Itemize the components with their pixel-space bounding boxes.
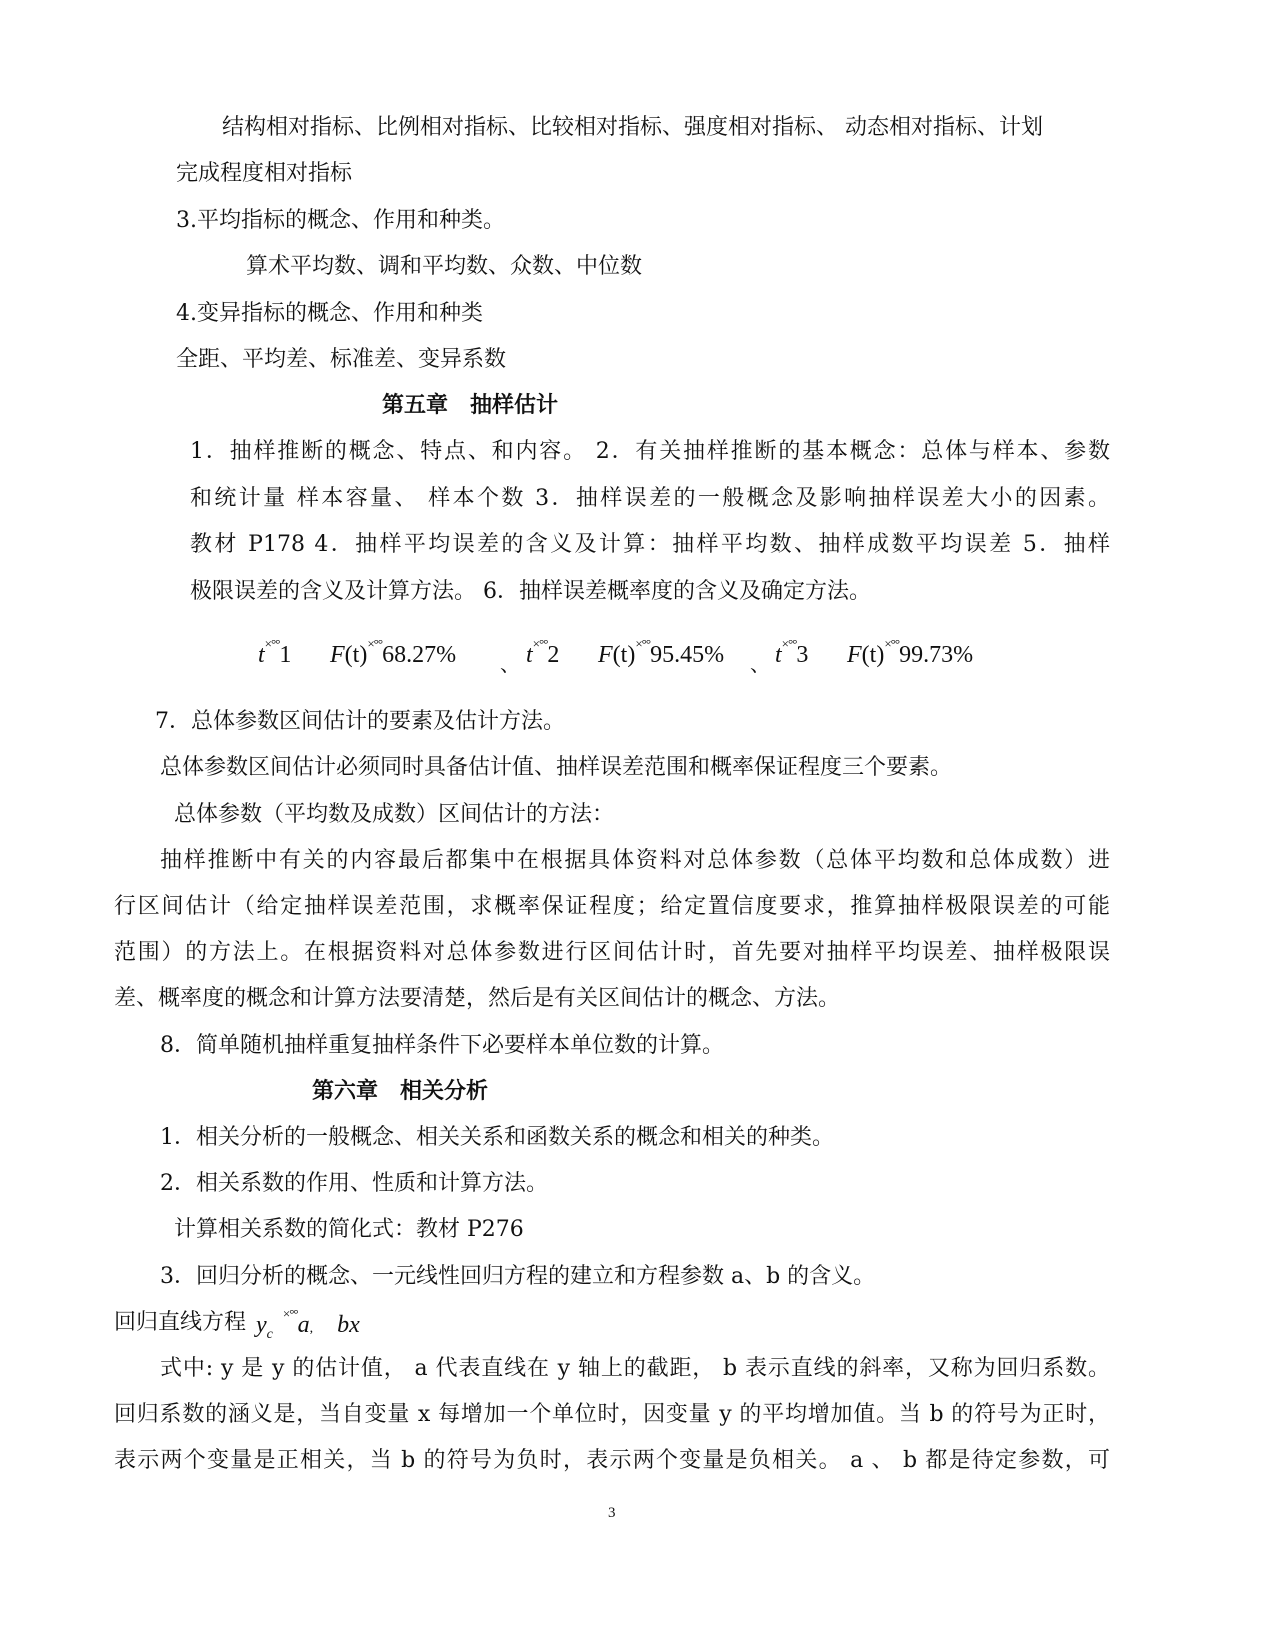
paragraph-line: 回归系数的涵义是，当自变量 x 每增加一个单位时，因变量 y 的平均增加值。当 b 的符号为正时，: [114, 1402, 1110, 1427]
formula-part: t×°°2: [526, 636, 560, 668]
text-line: 完成程度相对指标: [176, 161, 353, 186]
page-number: 3: [608, 1505, 616, 1521]
section-item: 3．回归分析的概念、一元线性回归方程的建立和方程参数 a、b 的含义。: [160, 1264, 876, 1289]
section-item: 8．简单随机抽样重复抽样条件下必要样本单位数的计算。: [160, 1033, 724, 1058]
regression-label: 回归直线方程: [114, 1310, 247, 1335]
paragraph-line: 范围）的方法上。在根据资料对总体参数进行区间估计时，首先要对抽样平均误差、抽样极限误: [114, 940, 1110, 965]
regression-formula: $y_c^{\times^\circ^\circ}a$, bx: [256, 1306, 360, 1342]
text-line: 总体参数（平均数及成数）区间估计的方法：: [174, 802, 615, 827]
paragraph-line: 表示两个变量是正相关，当 b 的符号为负时，表示两个变量是负相关。 a 、 b 都是待定参数，可: [114, 1448, 1110, 1473]
formula-part: t×°°1: [258, 636, 292, 668]
chapter-heading: 第五章 抽样估计: [382, 393, 559, 418]
text-line: 全距、平均差、标准差、变异系数: [176, 347, 507, 372]
paragraph-line: 抽样推断中有关的内容最后都集中在根据具体资料对总体参数（总体平均数和总体成数）进: [160, 848, 1110, 873]
section-item: 1．相关分析的一般概念、相关关系和函数关系的概念和相关的种类。: [160, 1125, 834, 1150]
paragraph-line: 差、概率度的概念和计算方法要清楚，然后是有关区间估计的概念、方法。: [114, 986, 841, 1011]
chapter-heading: 第六章 相关分析: [312, 1079, 489, 1104]
formula-separator: 、: [750, 652, 770, 676]
paragraph-line: 1．抽样推断的概念、特点、和内容。 2．有关抽样推断的基本概念：总体与样本、参数: [190, 439, 1110, 464]
text-line: 结构相对指标、比例相对指标、比较相对指标、强度相对指标、 动态相对指标、计划: [222, 115, 1043, 140]
paragraph-line: 教材 P178 4．抽样平均误差的含义及计算：抽样平均数、抽样成数平均误差 5．抽样: [190, 532, 1110, 557]
formula-separator: 、: [500, 652, 520, 676]
text-line: 计算相关系数的简化式：教材 P276: [174, 1217, 524, 1242]
paragraph-line: 式中: y 是 y 的估计值， a 代表直线在 y 轴上的截距， b 表示直线的斜率，又称为回归系数。: [160, 1356, 1110, 1381]
text-line: 4.变异指标的概念、作用和种类: [176, 301, 483, 326]
paragraph-line: 和统计量 样本容量、 样本个数 3．抽样误差的一般概念及影响抽样误差大小的因素。: [190, 486, 1110, 511]
formula-part: t×°°3: [775, 636, 809, 668]
text-line: 算术平均数、调和平均数、众数、中位数: [246, 254, 643, 279]
paragraph-line: 行区间估计（给定抽样误差范围，求概率保证程度；给定置信度要求，推算抽样极限误差的可能: [114, 894, 1110, 919]
paragraph-line: 极限误差的含义及计算方法。 6．抽样误差概率度的含义及确定方法。: [190, 579, 871, 604]
text-line: 总体参数区间估计必须同时具备估计值、抽样误差范围和概率保证程度三个要素。: [160, 755, 953, 780]
formula-part: F(t)×°°68.27%: [330, 636, 457, 668]
section-item: 2．相关系数的作用、性质和计算方法。: [160, 1171, 548, 1196]
formula-part: F(t)×°°99.73%: [847, 636, 974, 668]
section-item: 7．总体参数区间估计的要素及估计方法。: [155, 709, 565, 734]
text-line: 3.平均指标的概念、作用和种类。: [176, 208, 505, 233]
formula-part: F(t)×°°95.45%: [598, 636, 725, 668]
